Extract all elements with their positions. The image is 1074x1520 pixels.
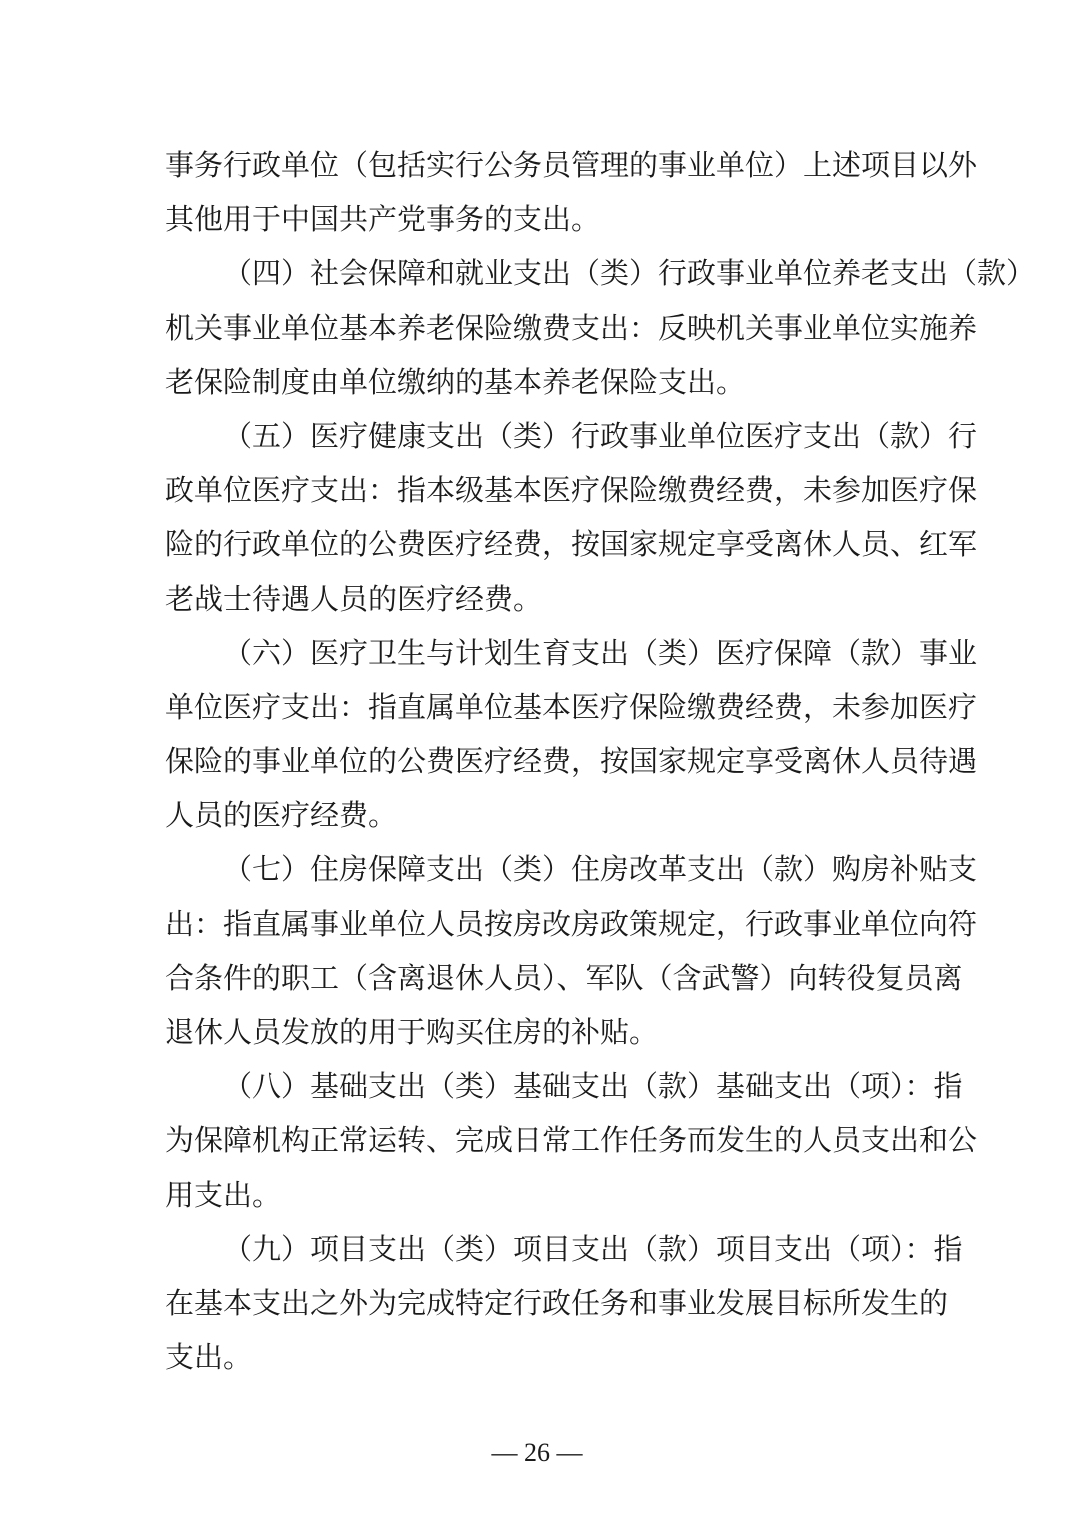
text-line: （七）住房保障支出（类）住房改革支出（款）购房补贴支: [223, 852, 978, 887]
text-line: 为保障机构正常运转、完成日常工作任务而发生的人员支出和公: [165, 1123, 978, 1158]
text-line: 机关事业单位基本养老保险缴费支出：反映机关事业单位实施养: [165, 310, 978, 345]
text-line: （六）医疗卫生与计划生育支出（类）医疗保障（款）事业: [223, 635, 978, 670]
text-line: 险的行政单位的公费医疗经费，按国家规定享受离休人员、红军: [165, 527, 978, 562]
text-line: 出：指直属事业单位人员按房改房政策规定，行政事业单位向符: [165, 906, 978, 941]
text-line: 老保险制度由单位缴纳的基本养老保险支出。: [165, 364, 746, 399]
text-line: 支出。: [165, 1340, 253, 1375]
paragraph: [165, 626, 978, 843]
text-line: 在基本支出之外为完成特定行政任务和事业发展目标所发生的: [165, 1285, 949, 1320]
paragraph: [165, 842, 978, 1059]
text-line: 保险的事业单位的公费医疗经费，按国家规定享受离休人员待遇: [165, 744, 978, 779]
paragraph: [165, 138, 978, 246]
text-line: 老战士待遇人员的医疗经费。: [165, 581, 543, 616]
paragraph: [165, 1059, 978, 1222]
text-line: 人员的医疗经费。: [165, 798, 398, 833]
paragraph: [165, 1222, 963, 1385]
text-line: 政单位医疗支出：指本级基本医疗保险缴费经费，未参加医疗保: [165, 473, 978, 508]
text-line: 事务行政单位（包括实行公务员管理的事业单位）上述项目以外: [165, 148, 978, 182]
text-line: （九）项目支出（类）项目支出（款）项目支出（项）：指: [223, 1231, 963, 1266]
text-line: 用支出。: [165, 1177, 282, 1212]
text-line: 单位医疗支出：指直属单位基本医疗保险缴费经费，未参加医疗: [165, 689, 978, 724]
page-number: — 26 —: [491, 1438, 583, 1467]
text-line: （五）医疗健康支出（类）行政事业单位医疗支出（款）行: [223, 418, 978, 453]
text-line: 其他用于中国共产党事务的支出。: [165, 202, 601, 237]
text-line: 合条件的职工（含离退休人员）、军队（含武警）向转役复员离: [165, 960, 963, 995]
text-line: 退休人员发放的用于购买住房的补贴。: [165, 1015, 659, 1049]
document-body: [165, 138, 1036, 1384]
text-line: （八）基础支出（类）基础支出（款）基础支出（项）：指: [223, 1069, 963, 1104]
paragraph: [165, 246, 1036, 409]
text-line: （四）社会保障和就业支出（类）行政事业单位养老支出（款）: [223, 256, 1036, 291]
paragraph: [165, 409, 978, 626]
